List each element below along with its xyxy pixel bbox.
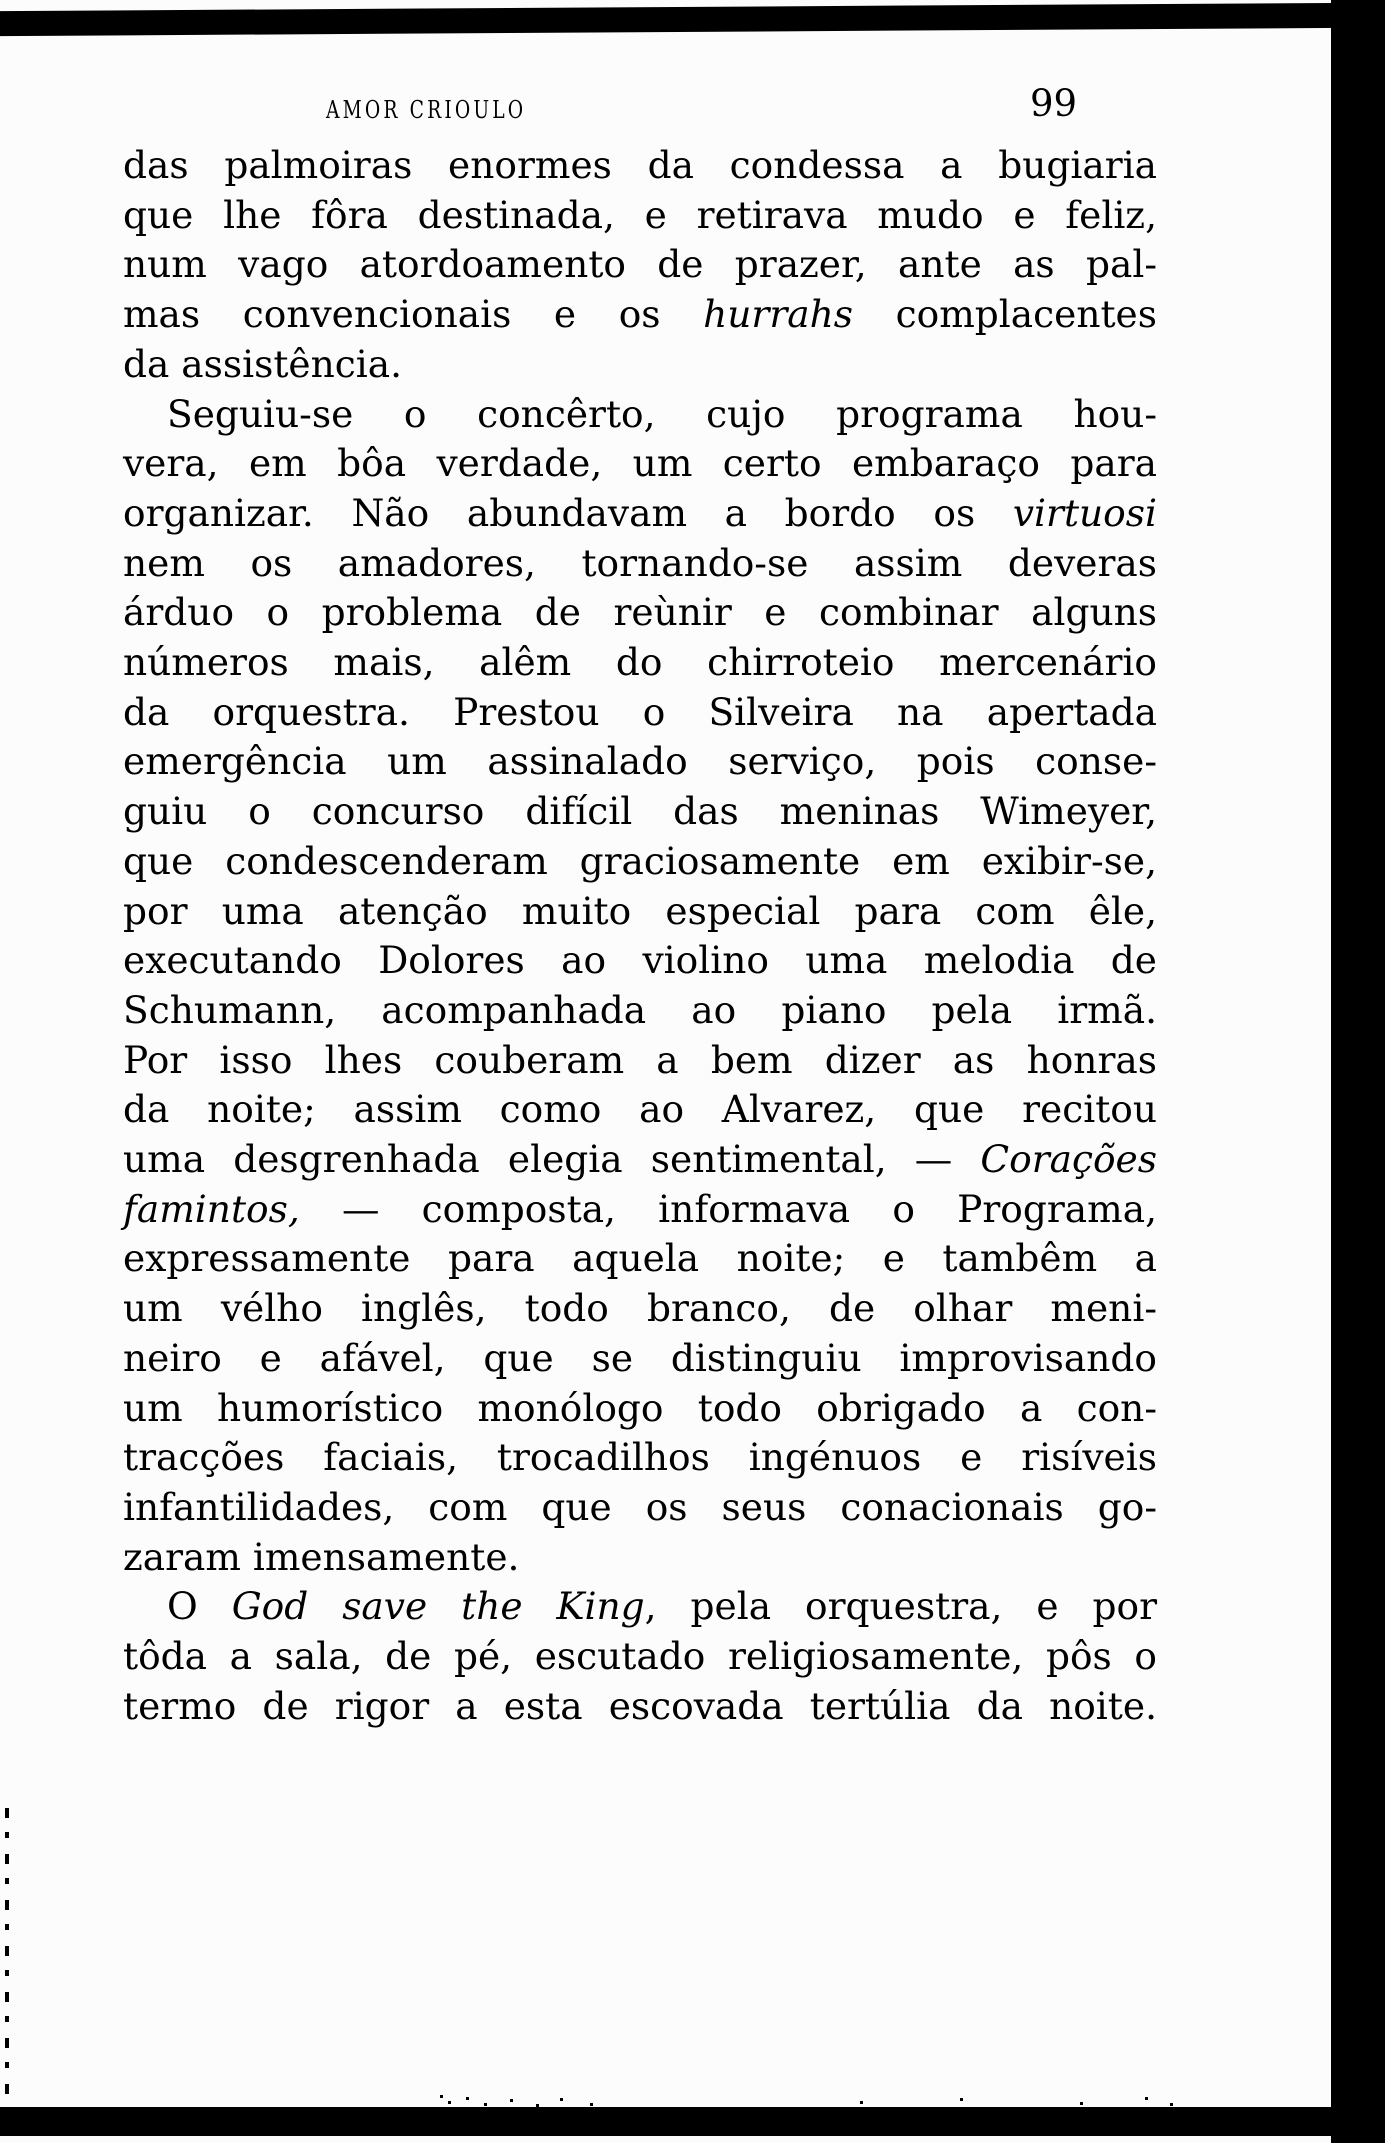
text-line bbox=[123, 1036, 1157, 1086]
scan-artifact-speckles bbox=[440, 2095, 443, 2098]
text-segment: números mais, alêm do chirroteio mercenário bbox=[123, 640, 1157, 685]
text-segment: zaram imensamente. bbox=[123, 1534, 520, 1579]
text-segment: mas convencionais e os bbox=[123, 292, 704, 337]
text-line bbox=[123, 1284, 1157, 1334]
italic-text-segment: Corações bbox=[980, 1137, 1157, 1182]
text-segment: tracções faciais, trocadilhos ingénuos e risíveis bbox=[123, 1435, 1157, 1480]
text-line bbox=[123, 191, 1157, 241]
text-line bbox=[123, 1632, 1157, 1682]
text-segment: expressamente para aquela noite; e tambêm a bbox=[123, 1236, 1157, 1281]
text-segment: um humorístico monólogo todo obrigado a con- bbox=[123, 1385, 1157, 1430]
text-line bbox=[123, 290, 1157, 340]
text-segment: complacentes bbox=[853, 292, 1157, 337]
text-segment: das palmoiras enormes da condessa a bugiaria bbox=[123, 143, 1157, 187]
text-line bbox=[123, 340, 1157, 390]
text-line bbox=[123, 1433, 1157, 1483]
text-segment: da noite; assim como ao Alvarez, que recitou bbox=[123, 1087, 1157, 1132]
text-segment: da assistência. bbox=[123, 341, 403, 386]
text-segment: termo de rigor a esta escovada tertúlia da noite. bbox=[123, 1683, 1157, 1728]
text-segment: da orquestra. Prestou o Silveira na apertada bbox=[123, 689, 1157, 734]
text-segment: emergência um assinalado serviço, pois conse- bbox=[123, 739, 1157, 784]
italic-text-segment: famintos, bbox=[123, 1186, 300, 1231]
text-line bbox=[123, 936, 1157, 986]
text-line bbox=[123, 986, 1157, 1036]
text-line bbox=[123, 1483, 1157, 1533]
text-line bbox=[123, 539, 1157, 589]
text-segment: organizar. Não abundavam a bordo os bbox=[123, 490, 1013, 535]
text-segment: nem os amadores, tornando-se assim deveras bbox=[123, 540, 1157, 585]
italic-text-segment: virtuosi bbox=[1012, 490, 1157, 535]
text-segment: que lhe fôra destinada, e retirava mudo e feliz, bbox=[123, 192, 1157, 237]
text-segment: Por isso lhes couberam a bem dizer as honras bbox=[123, 1037, 1157, 1082]
text-segment: tôda a sala, de pé, escutado religiosamente, pôs o bbox=[123, 1634, 1157, 1679]
running-head-title: AMOR CRIOULO bbox=[326, 96, 527, 124]
running-header bbox=[0, 0, 1385, 140]
text-line bbox=[123, 588, 1157, 638]
text-line bbox=[123, 737, 1157, 787]
page-number: 99 bbox=[1030, 82, 1078, 125]
text-segment: num vago atordoamento de prazer, ante as pal- bbox=[123, 242, 1157, 287]
text-line bbox=[123, 688, 1157, 738]
text-segment: por uma atenção muito especial para com êle, bbox=[123, 888, 1157, 933]
text-segment: um vélho inglês, todo branco, de olhar meni- bbox=[123, 1286, 1157, 1331]
text-segment: executando Dolores ao violino uma melodia de bbox=[123, 938, 1157, 983]
text-line bbox=[123, 1135, 1157, 1185]
italic-text-segment: hurrahs bbox=[703, 292, 854, 337]
text-line bbox=[123, 489, 1157, 539]
text-line bbox=[123, 141, 1157, 191]
text-block bbox=[123, 141, 1157, 1732]
text-line bbox=[123, 1234, 1157, 1284]
text-line bbox=[123, 1185, 1157, 1235]
italic-text-segment: God save the King bbox=[231, 1584, 645, 1629]
text-segment: guiu o concurso difícil das meninas Wimeyer, bbox=[123, 789, 1157, 834]
text-line bbox=[123, 1533, 1157, 1583]
text-segment: uma desgrenhada elegia sentimental, — bbox=[123, 1137, 981, 1182]
text-segment: árduo o problema de reùnir e combinar alguns bbox=[123, 590, 1157, 635]
text-line bbox=[123, 638, 1157, 688]
text-segment: Schumann, acompanhada ao piano pela irmã. bbox=[123, 987, 1157, 1032]
text-line bbox=[123, 390, 1157, 440]
text-segment: , pela orquestra, e por bbox=[644, 1584, 1157, 1629]
text-line bbox=[123, 1682, 1157, 1732]
scan-artifact-bottom-bar bbox=[0, 2107, 1385, 2136]
text-line bbox=[123, 1582, 1157, 1632]
text-segment: neiro e afável, que se distinguiu improvisando bbox=[123, 1335, 1157, 1380]
text-segment: que condescenderam graciosamente em exibir-se, bbox=[123, 838, 1157, 883]
text-line bbox=[123, 240, 1157, 290]
text-line bbox=[123, 887, 1157, 937]
text-line bbox=[123, 1334, 1157, 1384]
paragraph bbox=[123, 390, 1157, 1583]
text-segment: O bbox=[167, 1584, 232, 1629]
scan-artifact-right-band bbox=[1331, 0, 1385, 2143]
text-line bbox=[123, 1085, 1157, 1135]
text-line bbox=[123, 837, 1157, 887]
text-line bbox=[123, 439, 1157, 489]
text-line bbox=[123, 1384, 1157, 1434]
text-segment: infantilidades, com que os seus conacionais go- bbox=[123, 1484, 1157, 1529]
paragraph bbox=[123, 1582, 1157, 1731]
paragraph bbox=[123, 141, 1157, 390]
text-segment: — composta, informava o Programa, bbox=[299, 1186, 1157, 1231]
scan-artifact-left-scratch bbox=[5, 1808, 9, 2120]
text-line bbox=[123, 787, 1157, 837]
text-segment: Seguiu-se o concêrto, cujo programa hou- bbox=[167, 391, 1157, 436]
text-segment: vera, em bôa verdade, um certo embaraço para bbox=[123, 441, 1157, 486]
